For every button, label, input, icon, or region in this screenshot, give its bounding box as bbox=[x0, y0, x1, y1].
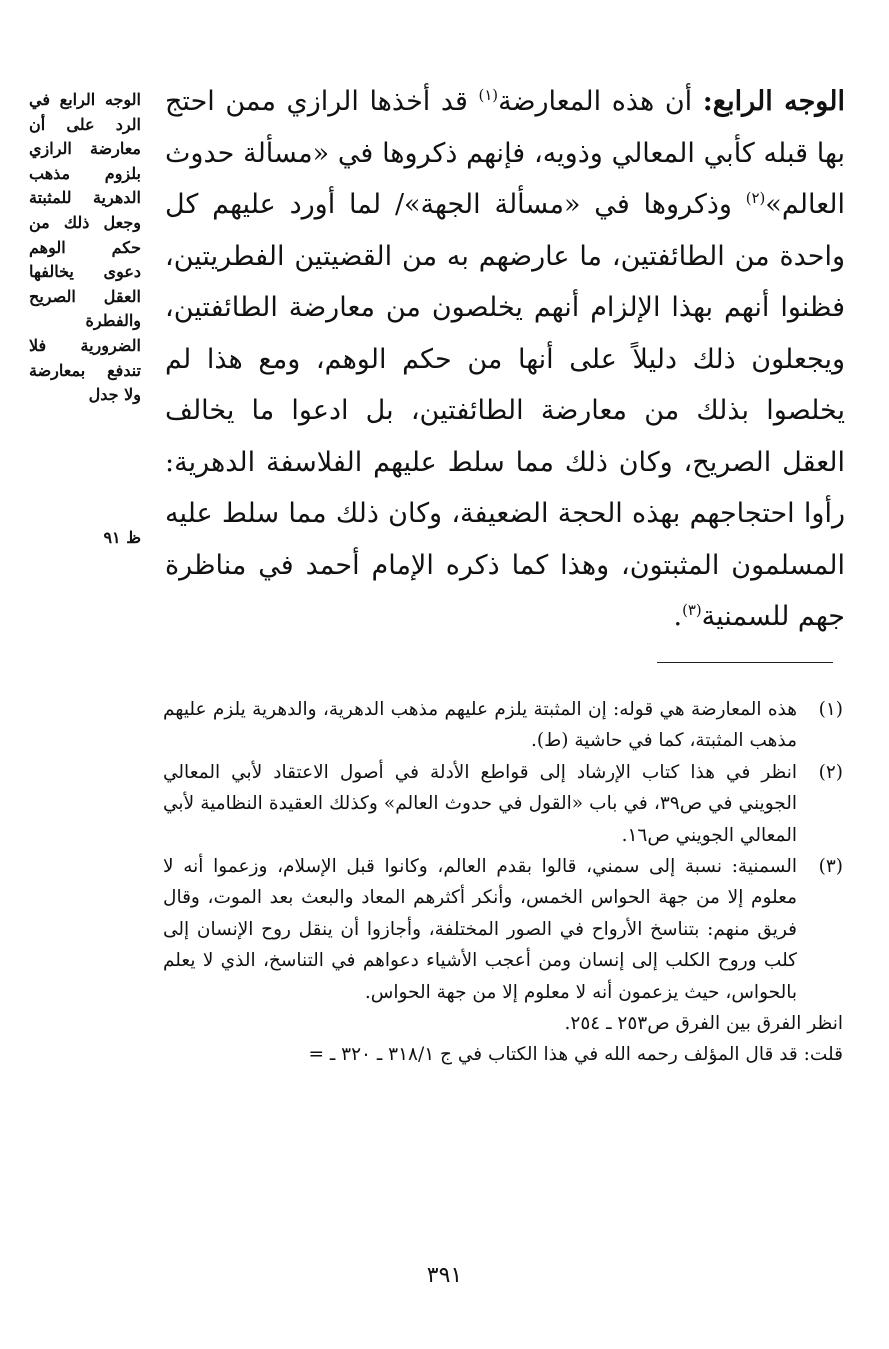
page-number: ٣٩١ bbox=[426, 1263, 463, 1288]
footnote-1 bbox=[163, 694, 843, 757]
footnote-marker-3[interactable]: (٣) bbox=[682, 601, 702, 619]
section-lead: الوجه الرابع: bbox=[702, 86, 845, 117]
footnote-number: (٣) bbox=[818, 856, 843, 878]
footnote-3 bbox=[163, 851, 843, 1008]
footnote-number: (٢) bbox=[818, 761, 843, 783]
main-text-part-1: أن هذه المعارضة bbox=[498, 86, 703, 117]
main-paragraph bbox=[165, 76, 845, 643]
manuscript-page-ref: ظ ٩١ bbox=[103, 528, 141, 547]
footnote-marker-1[interactable]: (١) bbox=[478, 86, 499, 104]
footnote-text: هذه المعارضة هي قوله: إن المثبتة يلزم عليهم مذهب الدهرية، والدهرية يلزم عليهم مذهب المثبتة، كما في حاشية (ط). bbox=[163, 699, 797, 752]
main-text-part-3: وذكروها في «مسألة الجهة»/ لما أورد عليهم كل واحدة من الطائفتين، ما عارضهم به من القضيتين الفطريتين، فظنوا أنهم بهذا الإلزام أنهم يخلصون من معارضة الطائفتين، ويجعلون ذلك دليلاً على أنها من حكم الوهم، ومع هذا لم يخلصوا بذلك من معارضة الطائفتين، بل ادعوا ما يخالف العقل الصريح، وكان ذلك مما سلط عليهم الفلاسفة الدهرية: رأوا احتجاجهم بهذه الحجة الضعيفة، وكان ذلك مما سلط عليه المسلمون المثبتون، وهذا كما ذكره الإمام أحمد في مناظرة جهم للسمنية bbox=[165, 189, 845, 632]
footnote-continuation-line: قلت: قد قال المؤلف رحمه الله في هذا الكتاب في ج ٣١٨/١ ـ ٣٢٠ ـ = bbox=[308, 1044, 843, 1066]
footnotes bbox=[163, 694, 843, 1071]
margin-note: الوجه الرابع في الرد على أن معارضة الرازي بلزوم مذهب الدهرية للمثبتة وجعل ذلك من حكم الوهم دعوى يخالفها العقل الصريح والفطرة الضرورية فلا تندفع بمعارضة ولا جدل bbox=[29, 90, 141, 405]
main-text-part-4: . bbox=[673, 601, 683, 632]
footnote-2 bbox=[163, 757, 843, 851]
footnote-separator bbox=[657, 662, 833, 663]
footnote-text: السمنية: نسبة إلى سمني، قالوا بقدم العالم، وكانوا قبل الإسلام، وزعموا أنه لا معلوم إلا من جهة الحواس الخمس، وأنكر أكثرهم المعاد والبعث بعد الموت، وقال فريق منهم: بتناسخ الأرواح في الصور المختلفة، وأجازوا أن ينقل روح الإنسان إلى كلب وروح الكلب إلى إنسان ومن أعجب الأشياء دعواهم في التناسخ، الذي لا يعلم بالحواس، حيث يزعمون أنه لا معلوم إلا من جهة الحواس. bbox=[163, 856, 797, 1003]
footnote-text: انظر في هذا كتاب الإرشاد إلى قواطع الأدلة في أصول الاعتقاد لأبي المعالي الجويني في ص٣٩، في باب «القول في حدوث العالم» وكذلك العقيدة النظامية لأبي المعالي الجويني ص١٦. bbox=[163, 761, 797, 846]
footnote-number: (١) bbox=[818, 699, 843, 720]
footnote-reference-line: انظر الفرق بين الفرق ص٢٥٣ ـ ٢٥٤. bbox=[564, 1013, 843, 1035]
main-text-part-2: قد أخذها الرازي ممن احتج بها قبله كأبي المعالي وذويه، فإنهم ذكروها في «مسألة حدوث العالم» bbox=[165, 86, 845, 220]
footnote-marker-2[interactable]: (٢) bbox=[745, 189, 766, 207]
